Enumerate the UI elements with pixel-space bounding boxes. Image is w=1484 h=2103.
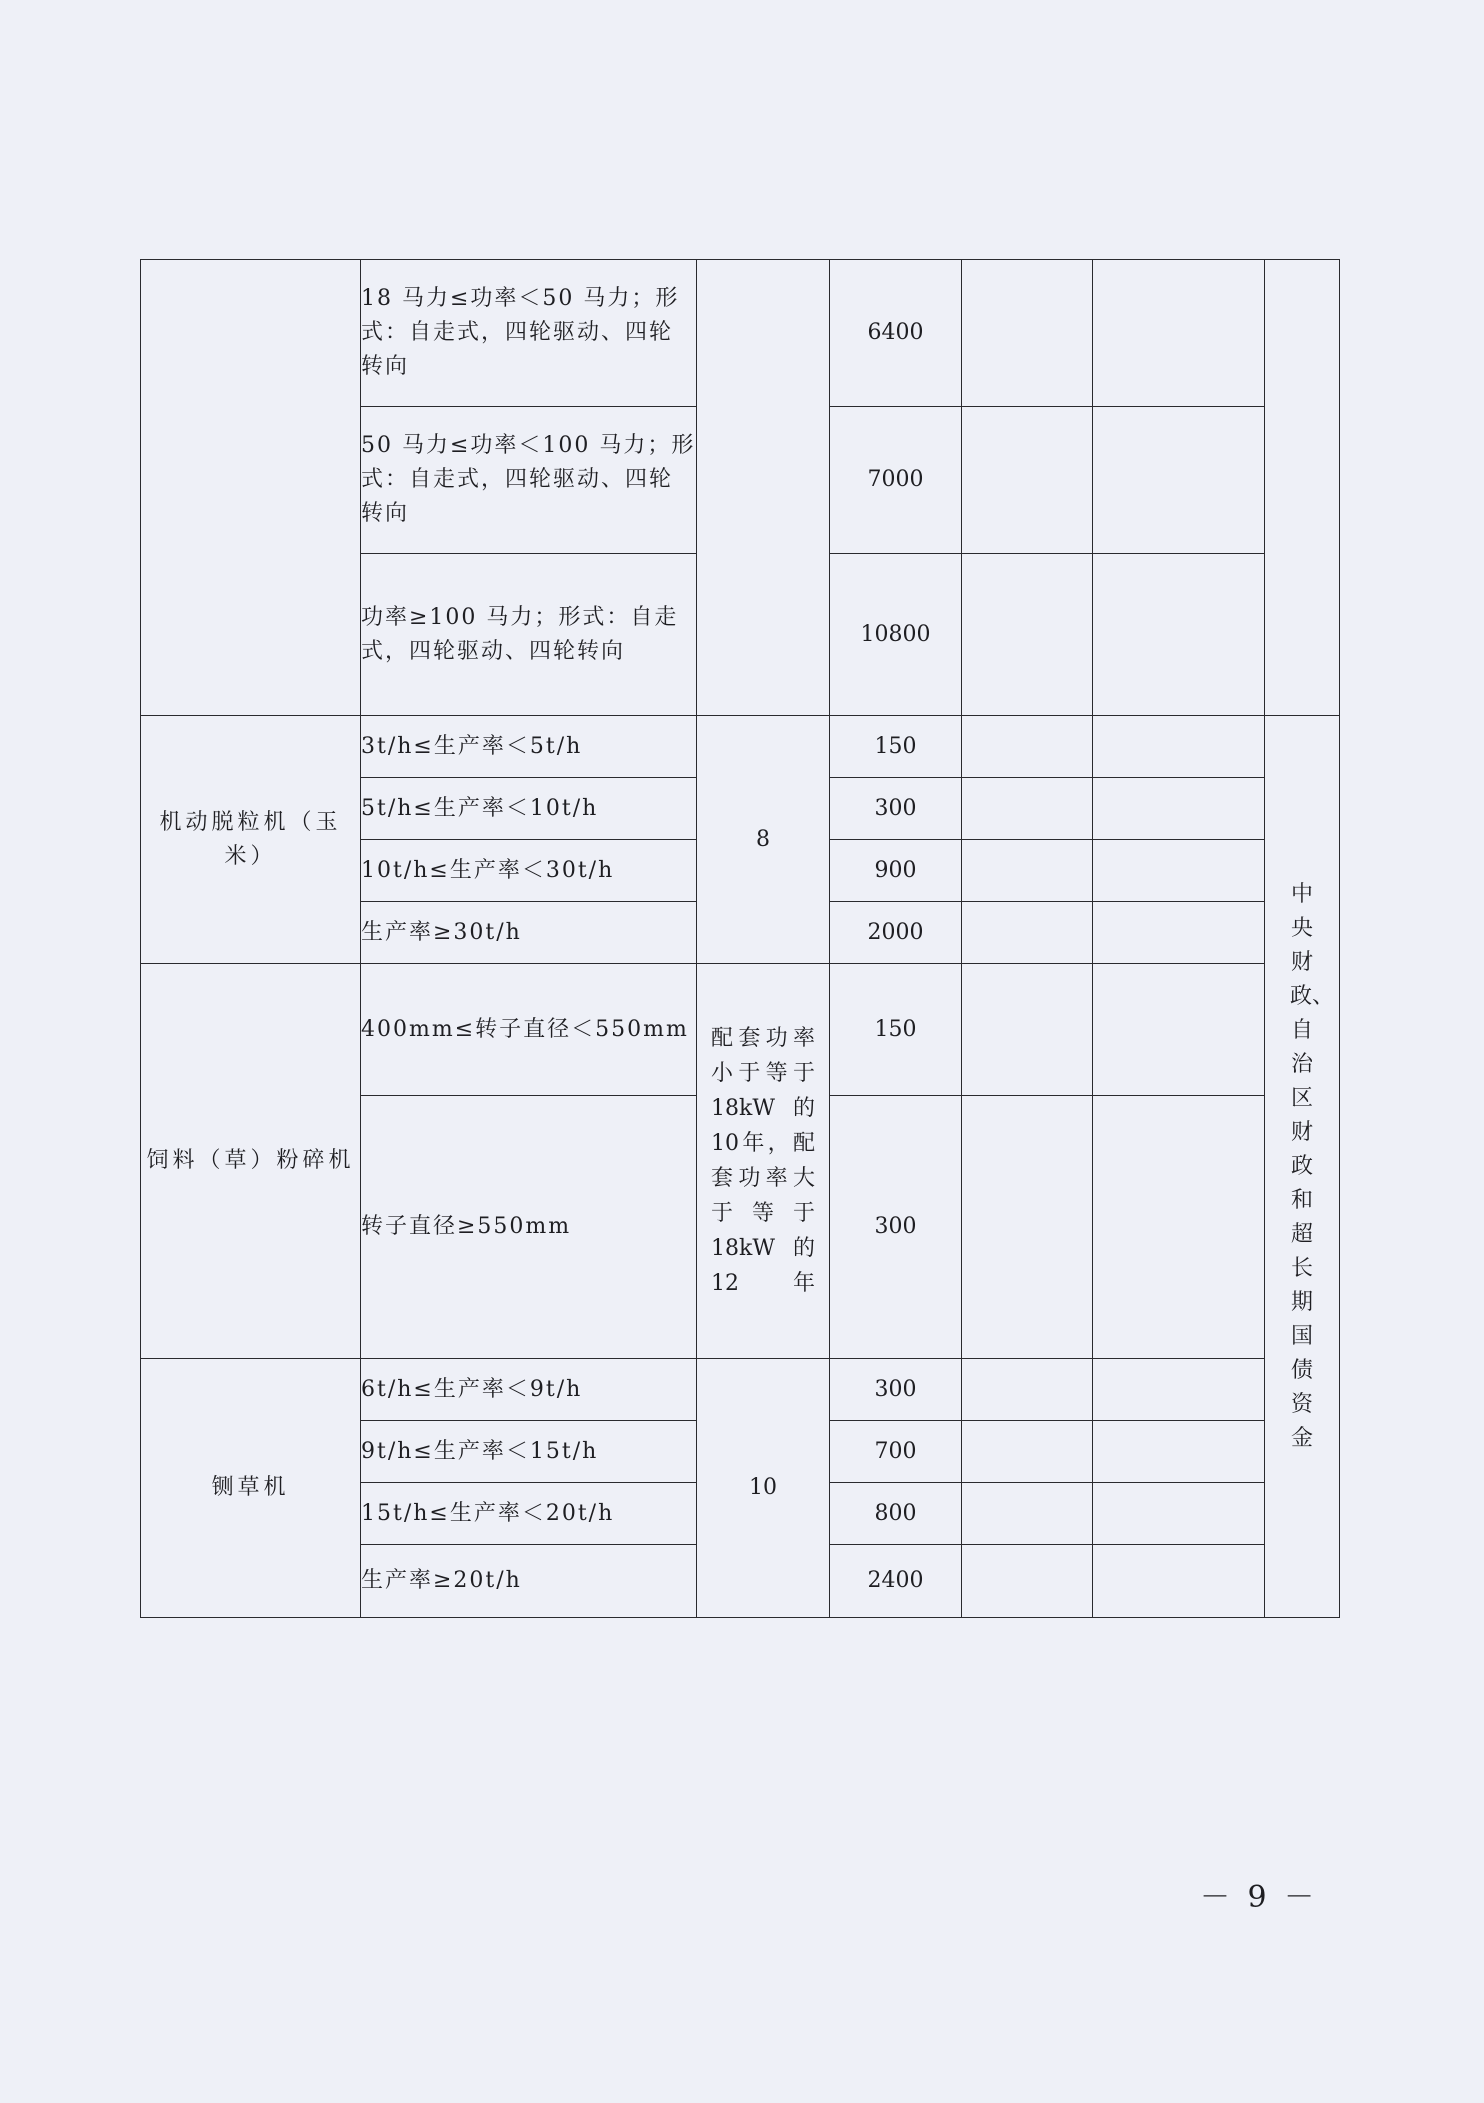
spec-cell: 400mm≤转子直径＜550mm (361, 964, 697, 1096)
spec-cell: 功率≥100 马力；形式：自走式，四轮驱动、四轮转向 (361, 554, 697, 716)
empty-cell (1093, 1545, 1265, 1618)
empty-cell (962, 1483, 1093, 1545)
spec-cell: 转子直径≥550mm (361, 1096, 697, 1359)
amount-cell: 300 (830, 1096, 962, 1359)
table-row (141, 964, 1340, 1096)
amount-cell: 10800 (830, 554, 962, 716)
machine-name-cell (141, 260, 361, 716)
amount-cell: 2000 (830, 902, 962, 964)
amount-cell: 150 (830, 716, 962, 778)
funding-source-text: 中央财政、自治区财政和超长期国债资金 (1290, 881, 1335, 1451)
empty-cell (1093, 260, 1265, 407)
amount-cell: 700 (830, 1421, 962, 1483)
empty-cell (962, 1545, 1093, 1618)
machine-name-cell: 饲料（草）粉碎机 (141, 964, 361, 1359)
empty-cell (1093, 1359, 1265, 1421)
machine-name-cell: 机动脱粒机（玉米） (141, 716, 361, 964)
empty-cell (962, 1421, 1093, 1483)
empty-cell (1093, 1421, 1265, 1483)
years-cell (697, 260, 830, 716)
empty-cell (962, 260, 1093, 407)
years-cell: 配套功率小于等于18kW的10年，配套功率大于等于18kW的12年 (697, 964, 830, 1359)
empty-cell (1093, 554, 1265, 716)
spec-cell: 50 马力≤功率＜100 马力；形式：自走式，四轮驱动、四轮转向 (361, 407, 697, 554)
years-cell: 8 (697, 716, 830, 964)
years-cell: 10 (697, 1359, 830, 1618)
empty-cell (962, 716, 1093, 778)
machine-name-cell: 铡草机 (141, 1359, 361, 1618)
empty-cell (962, 778, 1093, 840)
amount-cell: 900 (830, 840, 962, 902)
empty-cell (1093, 778, 1265, 840)
empty-cell (962, 840, 1093, 902)
spec-cell: 生产率≥30t/h (361, 902, 697, 964)
empty-cell (1093, 902, 1265, 964)
empty-cell (1265, 260, 1340, 716)
page-number: － 9 － (1200, 1880, 1319, 1915)
empty-cell (1093, 716, 1265, 778)
spec-cell: 3t/h≤生产率＜5t/h (361, 716, 697, 778)
table-row (141, 260, 1340, 407)
empty-cell (1093, 964, 1265, 1096)
amount-cell: 300 (830, 1359, 962, 1421)
empty-cell (962, 407, 1093, 554)
spec-cell: 15t/h≤生产率＜20t/h (361, 1483, 697, 1545)
table-row (141, 1359, 1340, 1421)
empty-cell (962, 1359, 1093, 1421)
empty-cell (962, 902, 1093, 964)
spec-cell: 10t/h≤生产率＜30t/h (361, 840, 697, 902)
amount-cell: 150 (830, 964, 962, 1096)
amount-cell: 7000 (830, 407, 962, 554)
spec-cell: 9t/h≤生产率＜15t/h (361, 1421, 697, 1483)
empty-cell (962, 1096, 1093, 1359)
empty-cell (1093, 407, 1265, 554)
empty-cell (1093, 1096, 1265, 1359)
amount-cell: 2400 (830, 1545, 962, 1618)
empty-cell (962, 964, 1093, 1096)
funding-source-cell (1265, 716, 1340, 1618)
amount-cell: 300 (830, 778, 962, 840)
empty-cell (1093, 1483, 1265, 1545)
amount-cell: 6400 (830, 260, 962, 407)
amount-cell: 800 (830, 1483, 962, 1545)
empty-cell (962, 554, 1093, 716)
spec-cell: 5t/h≤生产率＜10t/h (361, 778, 697, 840)
spec-cell: 18 马力≤功率＜50 马力；形式：自走式，四轮驱动、四轮转向 (361, 260, 697, 407)
empty-cell (1093, 840, 1265, 902)
subsidy-table (140, 259, 1340, 1618)
table-row (141, 716, 1340, 778)
spec-cell: 生产率≥20t/h (361, 1545, 697, 1618)
spec-cell: 6t/h≤生产率＜9t/h (361, 1359, 697, 1421)
